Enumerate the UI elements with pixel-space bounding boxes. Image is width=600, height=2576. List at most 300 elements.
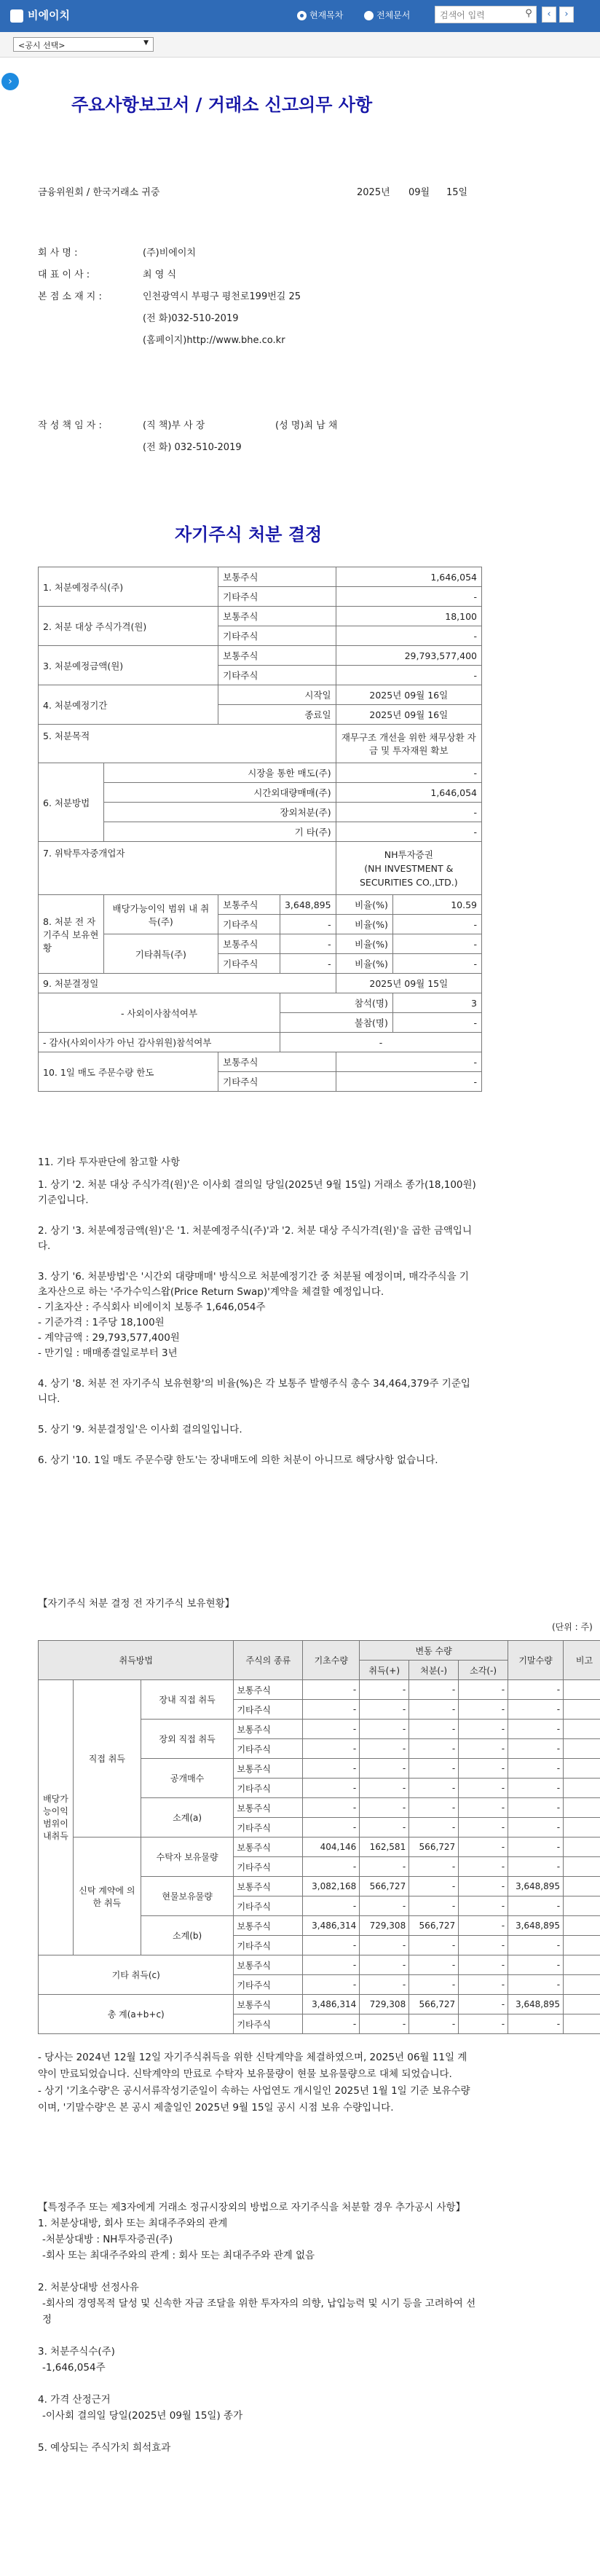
cell-kind: 비율(%): [336, 954, 392, 974]
logo-icon: [10, 9, 23, 23]
cell-kind: 장외처분(주): [103, 803, 336, 822]
cell-value: -: [303, 1936, 360, 1955]
cell-value: -: [409, 1759, 459, 1779]
cell-kind: 기타주식: [234, 1975, 303, 1995]
cell-value: -: [303, 1779, 360, 1798]
writer-phone: (전 화) 032-510-2019: [143, 442, 242, 453]
row-label: 9. 처분결정일: [39, 974, 336, 993]
cell-value: -: [459, 1916, 508, 1936]
item-1: 1. 처분상대방, 회사 또는 최대주주와의 관계: [38, 2218, 228, 2229]
cell-kind: 보통주식: [218, 1052, 336, 1072]
report-title: 주요사항보고서 / 거래소 신고의무 사항: [71, 94, 373, 115]
holdings-table-title: 【자기주식 처분 결정 전 자기주식 보유현황】: [38, 1598, 235, 1610]
cell-note: [564, 1995, 600, 2014]
cell-value: -: [336, 822, 481, 842]
cell-kind: 보통주식: [234, 1838, 303, 1857]
row-label: 6. 처분방법: [39, 763, 104, 842]
cell-value: 3,486,314: [303, 1995, 360, 2014]
item-4: 4. 가격 산정근거: [38, 2394, 111, 2406]
search-input[interactable]: 검색어 입력: [435, 6, 537, 23]
sub-bar: [0, 32, 600, 58]
group-label: 직접 취득: [73, 1680, 141, 1838]
row-label: 총 계(a+b+c): [39, 1995, 234, 2034]
cell-value: 3,648,895: [508, 1995, 564, 2014]
cell-note: [564, 1739, 600, 1759]
holdings-note-2: - 상기 '기초수량'은 공시서류작성기준일이 속하는 사업연도 개시일인 2025년 1월 1일 기준 보유수량이며, '기말수량'은 본 공시 제출일인 2025년 9월 15일 공시 시점 보유 수량입니다.: [38, 2085, 470, 2114]
cell-kind: 기타주식: [234, 1857, 303, 1877]
cell-value: -: [459, 1818, 508, 1838]
cell-value: -: [508, 1818, 564, 1838]
cell-kind: 기타주식: [234, 1739, 303, 1759]
cell-value: 3,486,314: [303, 1916, 360, 1936]
radio-icon: [297, 11, 307, 20]
cell-value: -: [409, 1857, 459, 1877]
cell-value: 3: [392, 993, 481, 1013]
cell-value: 10.59: [392, 895, 481, 915]
col-header: 취득(+): [360, 1661, 409, 1680]
row-label: 소계(a): [141, 1798, 234, 1838]
cell-note: [564, 1955, 600, 1975]
section-title: 자기주식 처분 결정: [175, 524, 323, 545]
company-label: 회 사 명 :: [38, 248, 78, 259]
cell-kind: 기타주식: [218, 954, 280, 974]
additional-disclosure: [38, 2199, 476, 2456]
cell-kind: 기타주식: [234, 1936, 303, 1955]
disposal-table: [38, 567, 482, 1092]
cell-note: [564, 1896, 600, 1916]
cell-value: -: [459, 1759, 508, 1779]
row-label: 4. 처분예정기간: [39, 685, 218, 725]
row-label: - 감사(사외이사가 아닌 감사위원)참석여부: [39, 1033, 280, 1052]
sidebar-toggle-icon[interactable]: ›: [1, 73, 19, 90]
radio-all-docs[interactable]: [364, 9, 410, 21]
cell-value: -: [508, 1896, 564, 1916]
cell-note: [564, 2014, 600, 2034]
date-year: 2025년: [357, 187, 390, 198]
cell-kind: 기타주식: [218, 1072, 336, 1092]
cell-value: -: [459, 1995, 508, 2014]
broker-name: NH투자증권: [384, 848, 433, 860]
cell-value: 1,646,054: [336, 783, 481, 803]
cell-value: -: [459, 1975, 508, 1995]
note-1: 1. 상기 '2. 처분 대상 주식가격(원)'은 이사회 결의일 당일(2025년 9월 15일) 거래소 종가(18,100원) 기준입니다.: [38, 1179, 476, 1206]
row-label: 5. 처분목적: [39, 725, 336, 763]
col-header: 기말수량: [508, 1641, 564, 1680]
cell-kind: 기타주식: [218, 666, 336, 685]
cell-value: -: [303, 1720, 360, 1739]
address: 인천광역시 부평구 평천로199번길 25: [143, 291, 301, 302]
row-label: 기타 취득(c): [39, 1955, 234, 1995]
cell-value: -: [360, 1818, 409, 1838]
row-label: 장외 직접 취득: [141, 1720, 234, 1759]
phone: (전 화)032-510-2019: [143, 313, 239, 324]
cell-value: -: [409, 1818, 459, 1838]
cell-kind: 기타주식: [218, 915, 280, 934]
unit-label: (단위 : 주): [552, 1622, 593, 1632]
col-header: 소각(-): [459, 1661, 508, 1680]
cell-kind: 기타주식: [234, 1896, 303, 1916]
table-row: [39, 646, 482, 666]
cell-value: -: [360, 2014, 409, 2034]
table-row: [39, 763, 482, 783]
cell-kind: 비율(%): [336, 934, 392, 954]
cell-kind: 기 타(주): [103, 822, 336, 842]
cell-value: -: [459, 1680, 508, 1700]
row-label: 현물보유물량: [141, 1877, 234, 1916]
cell-kind: 비율(%): [336, 915, 392, 934]
writer-name: (성 명)최 남 채: [275, 420, 338, 431]
cell-value: -: [508, 1955, 564, 1975]
cell-value: -: [459, 1857, 508, 1877]
note-3d: - 만기일 : 매매종결일로부터 3년: [38, 1347, 178, 1359]
company-name: (주)비에이치: [143, 248, 196, 259]
note-4: 4. 상기 '8. 처분 전 자기주식 보유현황'의 비율(%)은 각 보통주 발행주식 총수 34,464,379주 기준입니다.: [38, 1378, 470, 1405]
cell-kind: 보통주식: [234, 1720, 303, 1739]
cell-kind: 보통주식: [218, 895, 280, 915]
cell-value: -: [459, 1739, 508, 1759]
cell-value: 404,146: [303, 1838, 360, 1857]
cell-value: -: [360, 1739, 409, 1759]
cell-kind: 기타주식: [234, 1779, 303, 1798]
cell-value: -: [303, 1975, 360, 1995]
cell-kind: 기타주식: [218, 626, 336, 646]
note-6: 6. 상기 '10. 1일 매도 주문수량 한도'는 장내매도에 의한 처분이 아니므로 해당사항 없습니다.: [38, 1454, 438, 1466]
cell-value: -: [409, 2014, 459, 2034]
cell-note: [564, 1857, 600, 1877]
radio-current-toc[interactable]: [297, 9, 343, 21]
cell-kind: 보통주식: [218, 567, 336, 587]
table-row: [39, 1680, 600, 1700]
table-row: [39, 685, 482, 705]
writer-title: (직 책)부 사 장: [143, 420, 205, 431]
cell-value: -: [303, 1680, 360, 1700]
holdings-note-1: - 당사는 2024년 12월 12일 자기주식취득을 위한 신탁계약을 체결하였으며, 2025년 06월 11일 계약이 만료되었습니다. 신탁계약의 만료로 수탁자 보유물량이 현물 보유물량으로 대체 되었습니다.: [38, 2052, 467, 2080]
cell-note: [564, 1818, 600, 1838]
cell-kind: 보통주식: [234, 1877, 303, 1896]
cell-value: -: [280, 1033, 481, 1052]
group-label: 배당가능이익범위이내취득: [39, 1680, 74, 1955]
cell-kind: 보통주식: [234, 1759, 303, 1779]
cell-value: -: [459, 1955, 508, 1975]
table-row: [39, 803, 482, 822]
cell-value: 재무구조 개선을 위한 채무상환 자금 및 투자재원 확보: [336, 725, 481, 763]
holdings-notes: [38, 2049, 476, 2116]
item-2: 2. 처분상대방 선정사유: [38, 2282, 139, 2293]
cell-value: 566,727: [409, 1995, 459, 2014]
cell-value: 2025년 09월 15일: [336, 974, 481, 993]
cell-value: -: [336, 803, 481, 822]
cell-value: 3,648,895: [508, 1916, 564, 1936]
cell-value: -: [459, 1838, 508, 1857]
cell-value: -: [409, 1720, 459, 1739]
cell-kind: 불참(명): [280, 1013, 392, 1033]
select-value: <공시 선택>: [18, 41, 66, 50]
cell-kind: 보통주식: [218, 646, 336, 666]
prev-button[interactable]: ‹: [542, 7, 556, 23]
writer-label: 작 성 책 임 자 :: [38, 420, 102, 431]
col-header: 기초수량: [303, 1641, 360, 1680]
additional-heading: 【특정주주 또는 제3자에게 거래소 정규시장외의 방법으로 자기주식을 처분할 경우 추가공시 사항】: [38, 2202, 466, 2213]
cell-value: 566,727: [409, 1916, 459, 1936]
radio-icon: [364, 11, 374, 20]
cell-kind: 보통주식: [234, 1995, 303, 2014]
cell-kind: 참석(명): [280, 993, 392, 1013]
homepage: (홈페이지)http://www.bhe.co.kr: [143, 335, 285, 346]
cell-value: -: [508, 1759, 564, 1779]
ceo-label: 대 표 이 사 :: [38, 269, 90, 280]
cell-value: -: [360, 1779, 409, 1798]
cell-kind: 보통주식: [234, 1916, 303, 1936]
item-2a: -회사의 경영목적 달성 및 신속한 자금 조달을 위한 투자자의 의향, 납입능력 및 시기 등을 고려하여 선정: [42, 2298, 476, 2325]
cell-value: -: [336, 666, 481, 685]
table-row: [39, 934, 482, 954]
cell-kind: 기타주식: [234, 2014, 303, 2034]
row-label: 8. 처분 전 자기주식 보유현황: [39, 895, 104, 974]
cell-value: -: [459, 1896, 508, 1916]
cell-value: -: [360, 1955, 409, 1975]
cell-value: -: [508, 1975, 564, 1995]
cell-value: -: [392, 954, 481, 974]
group-label: 신탁 계약에 의한 취득: [73, 1838, 141, 1955]
cell-note: [564, 1936, 600, 1955]
chevron-down-icon: ▼: [143, 39, 149, 47]
disclosure-select[interactable]: [13, 37, 154, 52]
recipient: 금융위원회 / 한국거래소 귀중: [38, 187, 160, 198]
top-bar: [0, 0, 600, 32]
cell-value: -: [508, 1700, 564, 1720]
cell-value: 729,308: [360, 1916, 409, 1936]
cell-value: -: [459, 1936, 508, 1955]
cell-value: -: [360, 1720, 409, 1739]
cell-note: [564, 1720, 600, 1739]
cell-value: -: [303, 1818, 360, 1838]
cell-value: -: [392, 1013, 481, 1033]
cell-value: -: [360, 1896, 409, 1916]
notes-heading: 11. 기타 투자판단에 참고할 사항: [38, 1157, 181, 1168]
row-label: 수탁자 보유물량: [141, 1838, 234, 1877]
cell-value: -: [360, 1936, 409, 1955]
cell-kind: 기타주식: [218, 587, 336, 607]
table-row: [39, 1995, 600, 2014]
cell-value: 162,581: [360, 1838, 409, 1857]
row-label: - 사외이사참석여부: [39, 993, 280, 1033]
cell-value: -: [508, 1779, 564, 1798]
cell-note: [564, 1700, 600, 1720]
cell-value: -: [280, 915, 336, 934]
cell-kind: 시장을 통한 매도(주): [103, 763, 336, 783]
cell-value: -: [459, 1700, 508, 1720]
cell-value: -: [360, 1975, 409, 1995]
cell-value: 729,308: [360, 1995, 409, 2014]
address-label: 본 점 소 재 지 :: [38, 291, 102, 302]
note-3a: - 기초자산 : 주식회사 비에이치 보통주 1,646,054주: [38, 1301, 266, 1313]
cell-value: -: [508, 1798, 564, 1818]
cell-value: -: [508, 1720, 564, 1739]
table-row: [39, 725, 482, 763]
table-row: [39, 974, 482, 993]
table-row: [39, 993, 482, 1013]
note-3c: - 계약금액 : 29,793,577,400원: [38, 1332, 180, 1344]
table-row: [39, 1838, 600, 1857]
row-label: 7. 위탁투자중개업자: [39, 842, 336, 895]
cell-value: -: [508, 1680, 564, 1700]
cell-note: [564, 1838, 600, 1857]
table-row: [39, 1641, 600, 1661]
item-1b: -회사 또는 최대주주와의 관계 : 회사 또는 최대주주와 관계 없음: [42, 2250, 315, 2261]
next-button[interactable]: ›: [559, 7, 574, 23]
app-logo[interactable]: [10, 7, 70, 23]
note-5: 5. 상기 '9. 처분결정일'은 이사회 결의일입니다.: [38, 1424, 242, 1435]
logo-text: 비에이치: [28, 9, 70, 22]
table-row: [39, 567, 482, 587]
col-header: 변동 수량: [360, 1641, 508, 1661]
item-5: 5. 예상되는 주식가치 희석효과: [38, 2442, 171, 2454]
cell-value: -: [459, 2014, 508, 2034]
row-label: 10. 1일 매도 주문수량 한도: [39, 1052, 218, 1092]
cell-value: -: [303, 1700, 360, 1720]
note-3: 3. 상기 '6. 처분방법'은 '시간외 대량매매' 방식으로 처분예정기간 중 처분될 예정이며, 매각주식을 기초자산으로 하는 '주가수익스왑(Price Return Swap)'계약을 체결할 예정입니다.: [38, 1271, 469, 1298]
col-header: 취득방법: [39, 1641, 234, 1680]
cell-value: 3,648,895: [508, 1877, 564, 1896]
cell-kind: 시간외대량매매(주): [103, 783, 336, 803]
cell-kind: 보통주식: [218, 607, 336, 626]
cell-value: -: [409, 1779, 459, 1798]
cell-value: 566,727: [409, 1838, 459, 1857]
cell-note: [564, 1680, 600, 1700]
cell-value: 29,793,577,400: [336, 646, 481, 666]
table-row: [39, 1955, 600, 1975]
cell-value: -: [336, 763, 481, 783]
cell-value: -: [360, 1700, 409, 1720]
col-header: 비고: [564, 1641, 600, 1680]
cell-note: [564, 1975, 600, 1995]
table-row: [39, 895, 482, 915]
cell-value: -: [392, 934, 481, 954]
cell-value: [336, 842, 481, 895]
table-row: [39, 1033, 482, 1052]
cell-value: -: [508, 1739, 564, 1759]
note-3b: - 기준가격 : 1주당 18,100원: [38, 1317, 165, 1328]
col-header: 처분(-): [409, 1661, 459, 1680]
cell-kind: 시작일: [218, 685, 336, 705]
row-label: 장내 직접 취득: [141, 1680, 234, 1720]
cell-value: -: [336, 1052, 481, 1072]
cell-kind: 비율(%): [336, 895, 392, 915]
broker-en-2: SECURITIES CO.,LTD.): [360, 876, 458, 888]
row-label: 소계(b): [141, 1916, 234, 1955]
cell-value: -: [303, 1955, 360, 1975]
cell-value: -: [360, 1857, 409, 1877]
cell-note: [564, 1798, 600, 1818]
cell-value: 3,648,895: [280, 895, 336, 915]
cell-kind: 배당가능이익 범위 내 취득(주): [103, 895, 218, 934]
cell-kind: 보통주식: [234, 1798, 303, 1818]
cell-value: -: [459, 1877, 508, 1896]
cell-value: -: [409, 1798, 459, 1818]
cell-kind: 기타주식: [234, 1818, 303, 1838]
item-1a: -처분상대방 : NH투자증권(주): [42, 2234, 173, 2245]
cell-value: -: [459, 1798, 508, 1818]
col-header: 주식의 종류: [234, 1641, 303, 1680]
table-row: [39, 822, 482, 842]
cell-value: -: [360, 1680, 409, 1700]
cell-value: 3,082,168: [303, 1877, 360, 1896]
cell-value: -: [409, 1955, 459, 1975]
cell-value: -: [409, 1877, 459, 1896]
ceo-name: 최 영 식: [143, 269, 176, 280]
cell-value: -: [409, 1680, 459, 1700]
cell-value: 566,727: [360, 1877, 409, 1896]
cell-kind: 보통주식: [234, 1955, 303, 1975]
radio-label: 전체문서: [376, 10, 411, 20]
cell-value: -: [508, 1857, 564, 1877]
cell-note: [564, 1759, 600, 1779]
row-label: 2. 처분 대상 주식가격(원): [39, 607, 218, 646]
cell-value: 1,646,054: [336, 567, 481, 587]
item-3a: -1,646,054주: [42, 2362, 106, 2374]
item-3: 3. 처분주식수(주): [38, 2346, 115, 2358]
cell-value: -: [392, 915, 481, 934]
date-month: 09월: [408, 187, 430, 198]
cell-value: -: [303, 2014, 360, 2034]
row-label: 공개매수: [141, 1759, 234, 1798]
cell-value: -: [303, 1798, 360, 1818]
cell-value: -: [508, 1838, 564, 1857]
row-label: 1. 처분예정주식(주): [39, 567, 218, 607]
cell-value: -: [360, 1759, 409, 1779]
cell-value: -: [303, 1896, 360, 1916]
cell-value: -: [303, 1857, 360, 1877]
cell-value: -: [303, 1759, 360, 1779]
table-row: [39, 607, 482, 626]
cell-kind: 종료일: [218, 705, 336, 725]
cell-value: -: [459, 1779, 508, 1798]
cell-value: -: [336, 587, 481, 607]
cell-note: [564, 1877, 600, 1896]
notes-section: [38, 1155, 476, 1484]
cell-value: 18,100: [336, 607, 481, 626]
table-row: [39, 783, 482, 803]
holdings-table: [38, 1640, 600, 2034]
cell-value: -: [409, 1739, 459, 1759]
table-row: [39, 842, 482, 895]
search-icon[interactable]: ⚲: [525, 8, 532, 19]
radio-label: 현재목차: [309, 10, 344, 20]
cell-kind: 보통주식: [218, 934, 280, 954]
cell-note: [564, 1916, 600, 1936]
row-label: 3. 처분예정금액(원): [39, 646, 218, 685]
cell-value: -: [280, 934, 336, 954]
cell-value: -: [459, 1720, 508, 1739]
cell-value: -: [409, 1896, 459, 1916]
cell-value: -: [508, 2014, 564, 2034]
cell-value: -: [336, 626, 481, 646]
broker-en-1: (NH INVESTMENT &: [364, 862, 454, 874]
cell-value: -: [409, 1700, 459, 1720]
cell-value: -: [508, 1936, 564, 1955]
cell-value: -: [303, 1739, 360, 1759]
cell-note: [564, 1779, 600, 1798]
note-2: 2. 상기 '3. 처분예정금액(원)'은 '1. 처분예정주식(주)'과 '2. 처분 대상 주식가격(원)'을 곱한 금액입니다.: [38, 1225, 472, 1252]
cell-kind: 기타주식: [234, 1700, 303, 1720]
cell-value: -: [280, 954, 336, 974]
cell-value: -: [409, 1936, 459, 1955]
cell-value: 2025년 09월 16일: [336, 685, 481, 705]
table-row: [39, 1052, 482, 1072]
cell-value: 2025년 09월 16일: [336, 705, 481, 725]
cell-value: -: [360, 1798, 409, 1818]
cell-kind: 기타취득(주): [103, 934, 218, 974]
